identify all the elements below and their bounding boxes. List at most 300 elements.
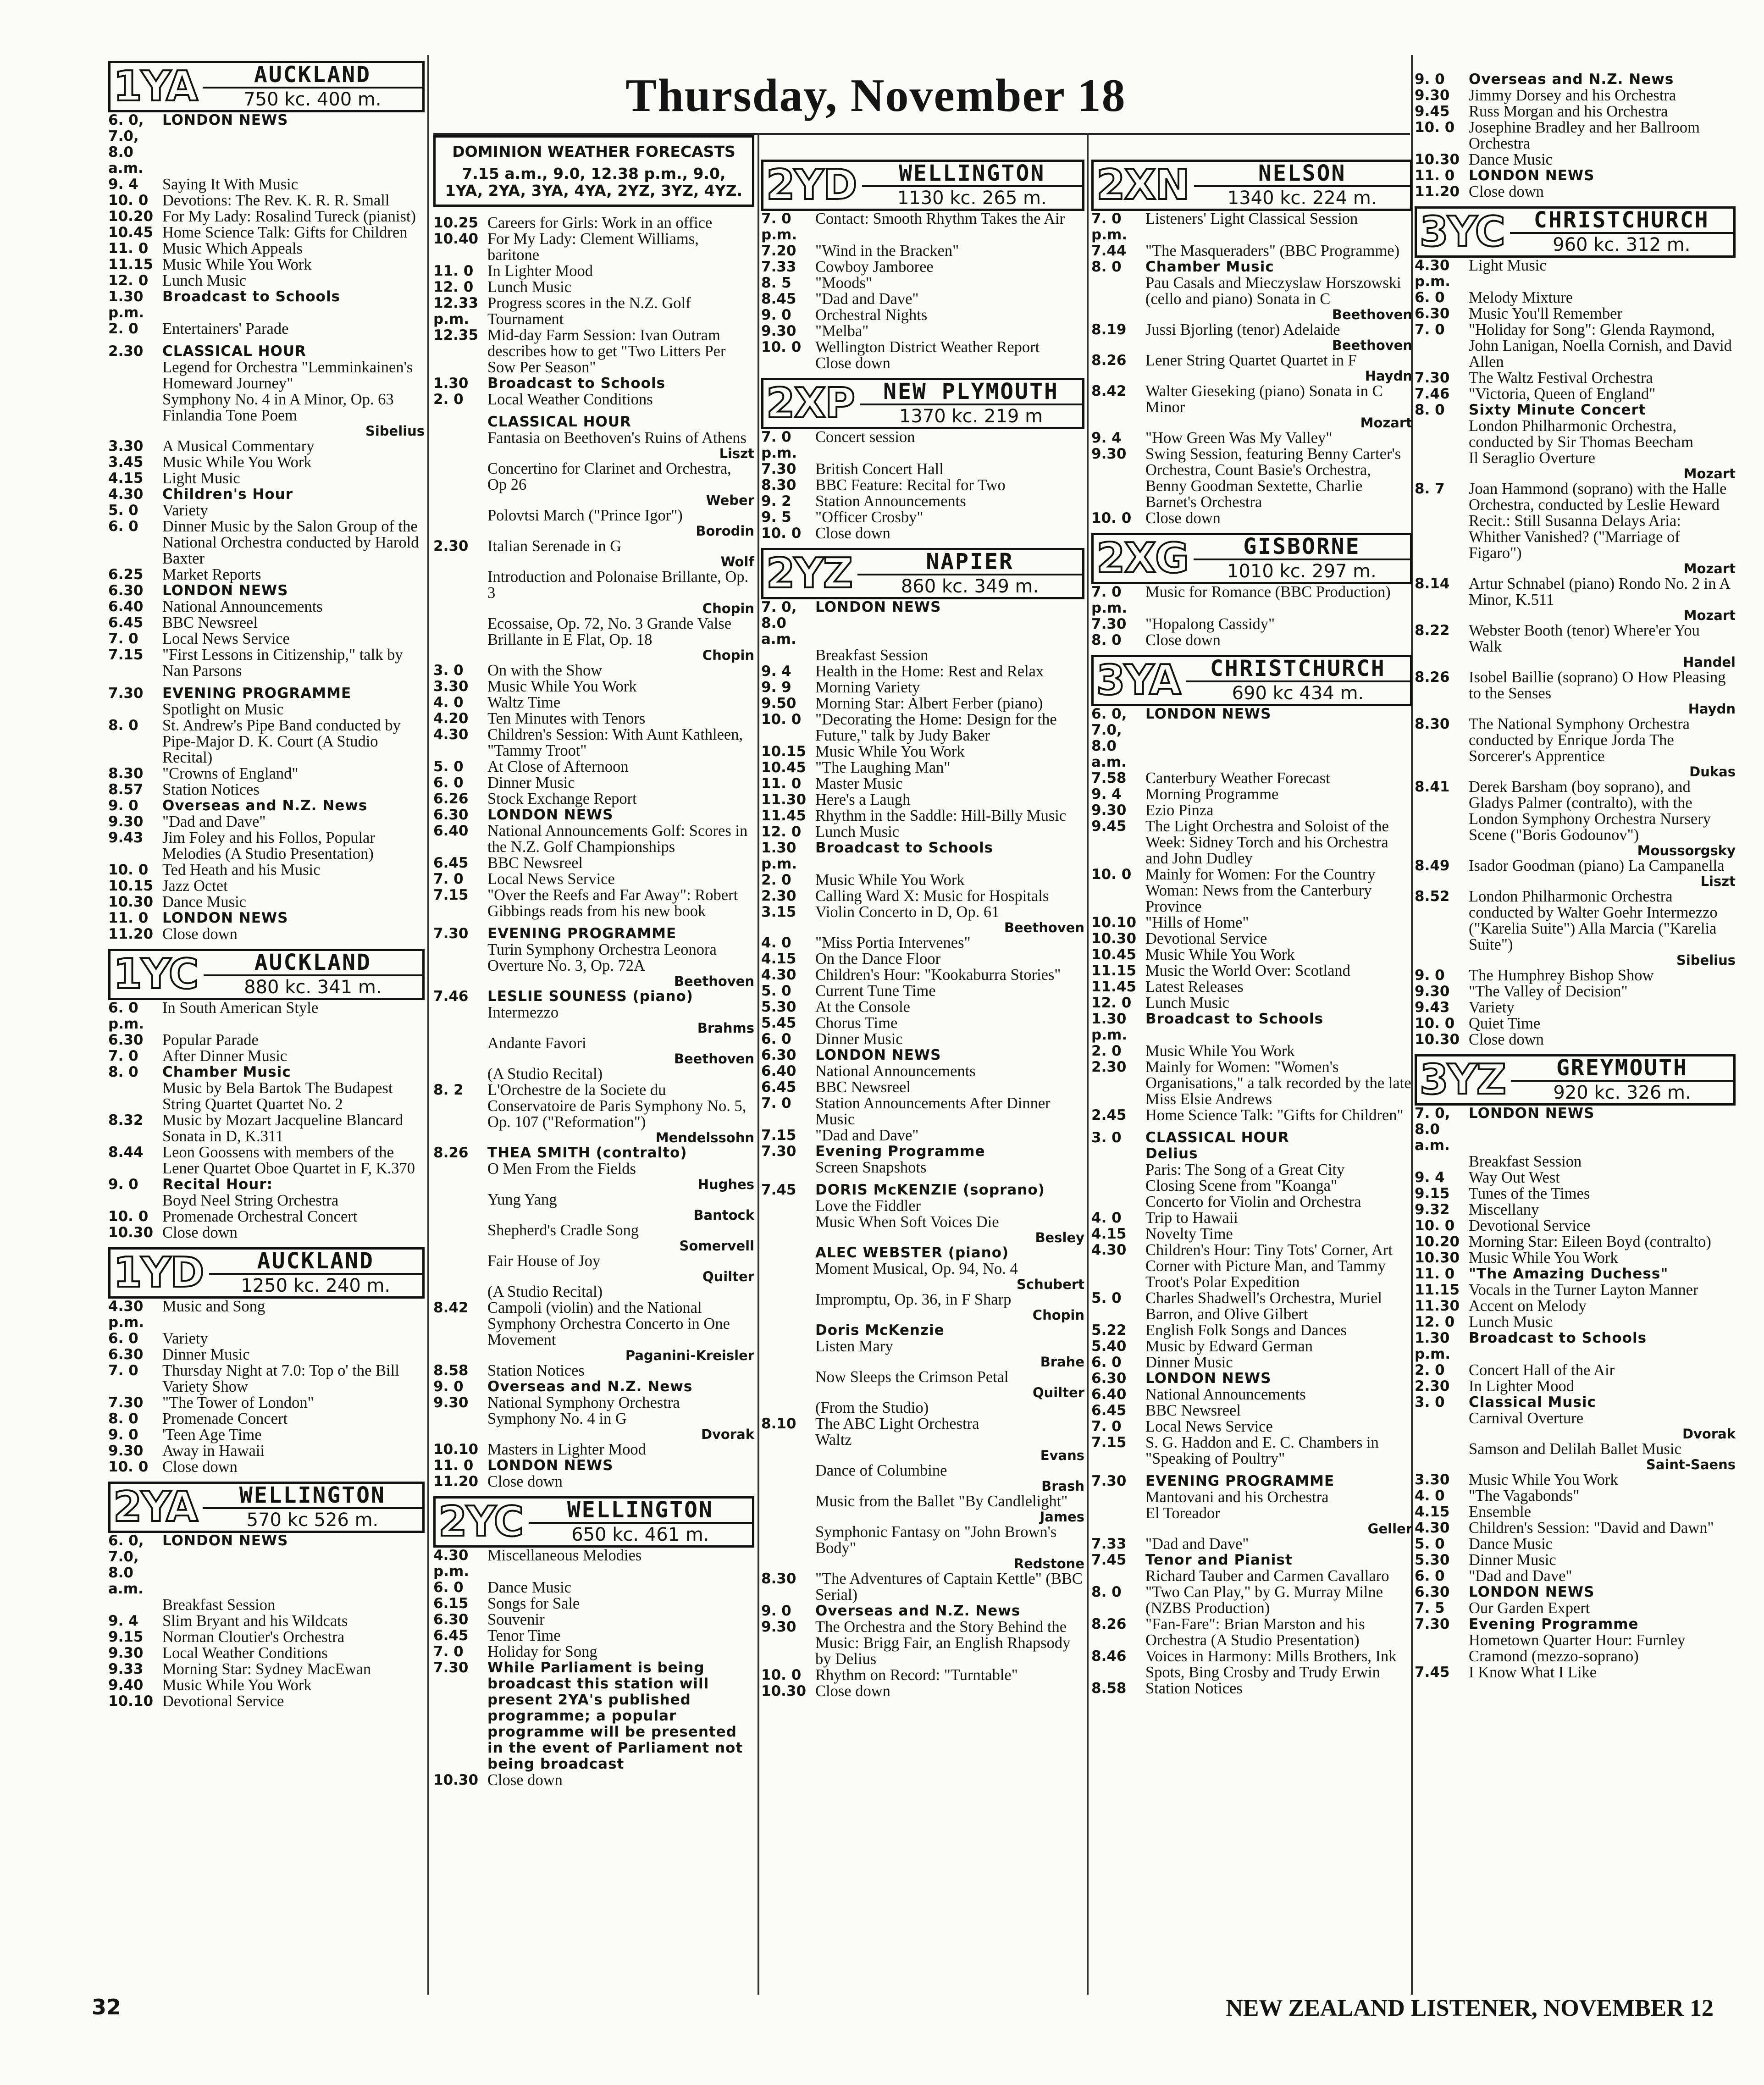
entry-time: 12. 0: [108, 272, 149, 289]
entry-text: [487, 1411, 754, 1442]
entry-text: [1469, 1472, 1736, 1488]
entry-text: [487, 1474, 754, 1490]
entry-title: BBC Feature: Recital for Two: [815, 476, 1006, 494]
entry-title: Music While You Work: [1145, 946, 1295, 963]
entry-title: Master Music: [815, 775, 903, 792]
station-callsign: 2YA: [113, 1483, 197, 1531]
station-logo: [761, 160, 1084, 211]
entry-text: [487, 1066, 754, 1082]
entry-text: [1469, 88, 1736, 104]
entry-title: "Melba": [815, 322, 869, 340]
entry-time: 8. 0: [108, 1064, 138, 1080]
entry-title: Local Weather Conditions: [162, 1644, 328, 1662]
station-block: [761, 378, 1084, 542]
programme-entry: [108, 1533, 425, 1597]
entry-text: [1469, 1568, 1736, 1584]
entry-time: 1.30 p.m.: [1415, 1330, 1451, 1362]
entry-title: Orchestral Nights: [815, 306, 928, 324]
entry-time: 7.30: [108, 1394, 144, 1411]
entry-composer: Beethoven: [674, 973, 754, 989]
entry-title: Trip to Hawaii: [1145, 1209, 1238, 1227]
entry-title: Mainly for Women: For the Country Woman: News from the Canterbury Province: [1145, 866, 1376, 915]
entry-title: ALEC WEBSTER (piano): [815, 1244, 1009, 1261]
programme-entry: [108, 503, 425, 519]
programme-entry: [1091, 706, 1412, 770]
entry-title: Hometown Quarter Hour: Furnley Cramond (mezzo-soprano): [1469, 1631, 1686, 1665]
station-meta: [859, 162, 1083, 209]
entry-time: 10.30: [1091, 930, 1137, 947]
entry-time: [761, 647, 815, 664]
entry-time: 2. 0: [761, 872, 791, 888]
entry-title: Music the World Over: Scotland: [1145, 962, 1350, 979]
entry-title: Violin Concerto in D, Op. 61: [815, 903, 1000, 921]
programme-entry: [108, 1645, 425, 1661]
entry-title: Close down: [487, 1771, 563, 1789]
entry-text: [815, 1683, 1084, 1699]
entry-time: 5.40: [1091, 1338, 1127, 1355]
entry-time: 6. 0 p.m.: [108, 1000, 144, 1032]
entry-title: National Announcements: [1145, 1386, 1306, 1403]
programme-entry: [1415, 104, 1736, 120]
entry-title: LESLIE SOUNESS (piano): [487, 988, 693, 1005]
programme-entry: [433, 279, 754, 295]
entry-title: LONDON NEWS: [1469, 1105, 1595, 1122]
entry-title: Waltz Time: [487, 694, 561, 711]
entry-time: [761, 1463, 815, 1493]
programme-entry: [1415, 370, 1736, 386]
entry-time: 4.30: [1091, 1242, 1127, 1258]
programme-entry: [1415, 481, 1736, 576]
programme-entry: [1091, 211, 1412, 243]
programme-entry: [108, 321, 425, 337]
entry-composer: Saint-Saens: [1646, 1457, 1736, 1472]
programme-entry: [433, 1363, 754, 1379]
station-meta: [1191, 162, 1410, 209]
entry-title: Intermezzo: [487, 1004, 559, 1021]
entry-time: 4.30 p.m.: [433, 1547, 470, 1580]
programme-entry: [1415, 716, 1736, 779]
entry-title: Music Which Appeals: [162, 240, 303, 257]
entry-title: Andante Favori: [487, 1034, 586, 1052]
programme-entry: [761, 712, 1084, 744]
programme-entry: [761, 599, 1084, 647]
entry-time: [433, 430, 487, 461]
entry-text: [1145, 1403, 1412, 1419]
entry-text: [815, 1160, 1084, 1176]
entry-time: 4.30: [1415, 1520, 1450, 1536]
entry-text: [1469, 120, 1736, 152]
entry-title: Current Tune Time: [815, 982, 936, 1000]
entry-time: 8.32: [108, 1112, 144, 1128]
entry-time: 4.30 p.m.: [108, 1298, 144, 1331]
programme-entry: [1091, 1322, 1412, 1338]
programme-entry: [761, 1031, 1084, 1047]
entry-title: Masters in Lighter Mood: [487, 1441, 646, 1458]
programme-entry: [433, 1192, 754, 1222]
station-block: [1091, 655, 1412, 1697]
entry-title: Devotional Service: [1469, 1217, 1591, 1234]
entry-title: Morning Star: Sydney MacEwan: [162, 1660, 371, 1678]
entry-text: [1145, 947, 1412, 963]
entry-text: [162, 583, 425, 599]
programme-entry: [761, 525, 1084, 542]
entry-text: [162, 615, 425, 631]
entry-time: [761, 1292, 815, 1322]
entry-time: 10.30: [433, 1772, 479, 1788]
entry-text: [487, 461, 754, 508]
entry-text: [487, 1644, 754, 1660]
station-frequency: 1340 kc. 224 m.: [1227, 188, 1377, 209]
station-meta: [855, 550, 1082, 597]
station-logo: [108, 61, 425, 112]
station-meta: [1191, 535, 1410, 582]
programme-entry: [761, 872, 1084, 888]
entry-time: 10. 0: [108, 1208, 149, 1225]
entry-title: O Men From the Fields: [487, 1160, 636, 1178]
entry-text: [1469, 1362, 1736, 1378]
entry-text: [1145, 1011, 1412, 1043]
programme-entry: [761, 1015, 1084, 1031]
station-meta: [200, 63, 422, 110]
entry-title: Popular Parade: [162, 1031, 259, 1049]
programme-entry: [1415, 1330, 1736, 1362]
entry-title: Music While You Work: [815, 871, 965, 889]
entry-time: 7. 0: [1415, 321, 1445, 338]
entry-composer: Mozart: [1683, 466, 1736, 481]
entry-text: [815, 840, 1084, 872]
entry-text: [1469, 716, 1736, 779]
programme-entry: [761, 509, 1084, 525]
entry-title: Holiday for Song: [487, 1643, 597, 1660]
entry-text: [1145, 1130, 1412, 1146]
entry-text: [1469, 72, 1736, 88]
entry-text: [487, 887, 754, 919]
entry-time: [433, 616, 487, 663]
programme-entry: [1091, 259, 1412, 275]
entry-text: [487, 1772, 754, 1788]
programme-entry: [108, 1048, 425, 1064]
entry-text: [162, 1645, 425, 1661]
entry-text: [1145, 1290, 1412, 1322]
entry-text: [1469, 1282, 1736, 1298]
station-callsign: 2YD: [766, 161, 857, 209]
entry-title: Music While You Work: [815, 743, 965, 760]
entry-time: 10.15: [761, 743, 807, 760]
station-callsign: 1YC: [113, 950, 198, 998]
entry-time: 7.33: [1091, 1536, 1127, 1552]
entry-title: Mantovani and his Orchestra: [1145, 1488, 1329, 1506]
entry-title: LONDON NEWS: [487, 807, 614, 823]
entry-text: [815, 808, 1084, 824]
entry-text: [162, 1112, 425, 1145]
entry-title: Closing Scene from "Koanga": [1145, 1177, 1338, 1195]
entry-text: [1145, 275, 1412, 322]
entry-text: [815, 1571, 1084, 1603]
entry-time: 7. 0 p.m.: [1091, 584, 1128, 616]
entry-composer: Schubert: [1017, 1277, 1084, 1292]
entry-title: Dance of Columbine: [815, 1462, 947, 1479]
entry-time: 4.15: [108, 470, 144, 487]
programme-entry: [433, 695, 754, 711]
entry-text: [815, 1524, 1084, 1571]
page-number: 32: [92, 1995, 122, 2019]
programme-entry: [108, 1597, 425, 1613]
entry-title: Careers for Girls: Work in an office: [487, 214, 713, 232]
entry-text: [487, 1628, 754, 1644]
entry-time: [1091, 1568, 1145, 1584]
entry-title: Dinner Music: [1469, 1551, 1556, 1569]
entry-time: 6.15: [433, 1595, 469, 1612]
entry-time: [1091, 1489, 1145, 1505]
entry-text: [1469, 576, 1736, 623]
entry-time: 9. 0: [108, 1176, 138, 1193]
programme-entry: [1091, 510, 1412, 526]
programme-entry: [108, 1209, 425, 1225]
entry-time: [433, 1035, 487, 1066]
entry-time: 8. 0: [108, 717, 138, 734]
entry-text: [1469, 1186, 1736, 1202]
entry-time: 8.19: [1091, 321, 1127, 338]
entry-title: Promenade Concert: [162, 1410, 288, 1427]
entry-text: [162, 1331, 425, 1347]
entry-title: Swing Session, featuring Benny Carter's Orchestra, Count Basie's Orchestra, Benny Goodman Sextette, Charlie Barnet's Orchestra: [1145, 445, 1401, 511]
entry-time: 8.30: [761, 1571, 796, 1587]
entry-time: 6. 0, 7.0, 8.0 a.m.: [108, 112, 144, 177]
entry-text: [815, 323, 1084, 339]
entry-text: [1469, 1488, 1736, 1504]
programme-entry: [761, 1667, 1084, 1683]
programme-entry: [1091, 1130, 1412, 1146]
entry-composer: Quilter: [702, 1269, 754, 1284]
entry-text: [1469, 1410, 1736, 1441]
programme-entry: [761, 1128, 1084, 1144]
entry-text: [1145, 322, 1412, 353]
entry-text: [162, 926, 425, 942]
entry-title: Lunch Music: [487, 278, 572, 296]
entry-time: [433, 414, 487, 430]
entry-time: 8.26: [1415, 669, 1450, 686]
programme-entry: [1091, 802, 1412, 819]
entry-title: "The Valley of Decision": [1469, 983, 1628, 1000]
programme-entry: [108, 567, 425, 583]
entry-time: 11. 0: [1415, 167, 1455, 184]
entry-text: [162, 1048, 425, 1064]
station-city: GREYMOUTH: [1511, 1056, 1733, 1082]
entry-time: 7.30: [108, 685, 144, 702]
entry-time: 10.45: [108, 224, 154, 241]
programme-entry: [433, 1082, 754, 1145]
entry-title: Jimmy Dorsey and his Orchestra: [1469, 87, 1676, 104]
entry-text: [162, 718, 425, 766]
entry-composer: Haydn: [1365, 368, 1412, 384]
entry-time: 10. 0: [761, 711, 802, 728]
entry-title: Symphony No. 4 in G: [487, 1410, 627, 1427]
entry-text: [1145, 931, 1412, 947]
entry-time: 9. 0: [108, 1427, 138, 1443]
entry-text: [1469, 1330, 1736, 1362]
station-logo: [1415, 1054, 1736, 1106]
entry-text: [162, 798, 425, 814]
entry-text: [1469, 1632, 1736, 1665]
entry-time: 8. 0: [1091, 632, 1122, 648]
entry-title: Introduction and Polonaise Brillante, Op. 3: [487, 568, 749, 602]
entry-text: [487, 392, 754, 408]
programme-entry: [1091, 1616, 1412, 1648]
entry-title: Love the Fiddler: [815, 1197, 921, 1215]
programme-entry: [1091, 1194, 1412, 1210]
entry-time: 9. 0: [1415, 967, 1445, 984]
entry-title: Morning Programme: [1145, 785, 1279, 803]
entry-text: [1469, 1441, 1736, 1472]
entry-title: Music While You Work: [162, 1676, 312, 1694]
entry-title: Close down: [815, 525, 890, 542]
entry-time: 6. 0: [108, 518, 138, 535]
station-block: [761, 548, 1084, 1699]
entry-time: 10.20: [108, 208, 154, 225]
programme-entry: [761, 1463, 1084, 1493]
programme-entry: [433, 538, 754, 569]
programme-entry: [1415, 779, 1736, 858]
entry-time: 2.30: [1091, 1059, 1127, 1075]
programme-entry: [1091, 383, 1412, 430]
entry-time: 5.30: [1415, 1552, 1450, 1568]
column-2: [433, 135, 754, 1795]
programme-entry: [108, 599, 425, 615]
programme-entry: [108, 702, 425, 718]
entry-time: 9.30: [1091, 446, 1127, 462]
entry-text: [1469, 1202, 1736, 1218]
entry-time: 2. 0: [108, 321, 138, 337]
entry-text: [1145, 1226, 1412, 1242]
programme-entry: [761, 211, 1084, 243]
entry-text: [815, 1463, 1084, 1493]
entry-time: 6. 0: [761, 1031, 791, 1047]
entry-text: [1469, 1600, 1736, 1616]
programme-entry: [433, 1253, 754, 1284]
entry-text: [487, 663, 754, 679]
weather-heading: DOMINION WEATHER FORECASTS: [452, 143, 735, 160]
station-meta: [1183, 657, 1410, 704]
entry-time: [761, 1261, 815, 1292]
programme-entry: [761, 680, 1084, 696]
programme-entry: [761, 1198, 1084, 1214]
entry-time: 7.30: [761, 461, 796, 477]
programme-entry: [761, 477, 1084, 493]
entry-time: 6. 0, 7.0, 8.0 a.m.: [1091, 706, 1127, 770]
entry-text: [1145, 1489, 1412, 1505]
entry-time: 9.30: [1091, 802, 1127, 819]
entry-text: [1469, 968, 1736, 984]
programme-entry: [1415, 1298, 1736, 1314]
entry-title: "Fan-Fare": Brian Marston and his Orchestra (A Studio Presentation): [1145, 1615, 1365, 1649]
entry-time: 12.33 p.m.: [433, 295, 479, 327]
entry-text: [487, 1161, 754, 1192]
entry-title: On with the Show: [487, 662, 603, 679]
programme-entry: [761, 339, 1084, 355]
entry-time: 11.30: [1415, 1298, 1460, 1314]
entry-title: Away in Hawaii: [162, 1442, 265, 1460]
entry-title: Music You'll Remember: [1469, 305, 1622, 322]
entry-title: Music and Song: [162, 1298, 265, 1315]
entry-time: [761, 1160, 815, 1176]
entry-time: 11.20: [108, 926, 154, 942]
programme-entry: [108, 1064, 425, 1080]
entry-time: 4.20: [433, 710, 469, 727]
station-frequency: 650 kc. 461 m.: [571, 1524, 709, 1545]
entry-title: Children's Hour: [162, 486, 293, 503]
entry-title: "Dad and Dave": [1145, 1535, 1249, 1553]
entry-title: Music While You Work: [162, 454, 312, 471]
entry-title: Music from the Ballet "By Candlelight": [815, 1493, 1068, 1510]
entry-title: Voices in Harmony: Mills Brothers, Ink Spots, Bing Crosby and Trudy Erwin: [1145, 1648, 1397, 1681]
programme-entry: [433, 926, 754, 942]
entry-title: LONDON NEWS: [162, 1532, 288, 1549]
entry-title: "First Lessons in Citizenship," talk by Nan Parsons: [162, 646, 403, 680]
station-city: AUCKLAND: [203, 63, 422, 88]
entry-time: 9. 4: [761, 663, 791, 680]
station-callsign: 2XN: [1096, 161, 1189, 209]
programme-entry: [1415, 1234, 1736, 1250]
entry-title: Close down: [1145, 631, 1221, 649]
entry-text: [1469, 1250, 1736, 1266]
programme-entry: [1091, 1355, 1412, 1371]
entry-title: Slim Bryant and his Wildcats: [162, 1612, 348, 1630]
entry-title: LONDON NEWS: [487, 1457, 614, 1474]
entry-time: 9. 0: [761, 307, 791, 323]
entry-time: 2.30: [433, 538, 469, 554]
entry-title: Broadcast to Schools: [815, 840, 994, 856]
entry-title: For My Lady: Rosalind Tureck (pianist): [162, 208, 416, 225]
entry-time: 8. 7: [1415, 481, 1445, 497]
entry-time: 3. 0: [433, 662, 464, 679]
entry-title: Broadcast to Schools: [1469, 1330, 1647, 1346]
entry-time: 9.30: [761, 323, 796, 339]
entry-time: 4. 0: [761, 935, 791, 951]
entry-title: Breakfast Session: [162, 1596, 276, 1614]
entry-title: "Over the Reefs and Far Away": Robert Gibbings reads from his new book: [487, 886, 738, 920]
programme-entry: [761, 1683, 1084, 1699]
entry-text: [1145, 1322, 1412, 1338]
entry-title: Lener String Quartet Quartet in F: [1145, 352, 1357, 369]
entry-time: 6.30: [1091, 1370, 1127, 1387]
entry-text: [487, 327, 754, 376]
programme-entry: [1415, 1520, 1736, 1536]
entry-time: [1415, 1410, 1469, 1441]
column-divider: [1087, 133, 1089, 1995]
entry-time: 10. 0: [108, 1459, 149, 1475]
entry-time: 7. 5: [1415, 1600, 1445, 1616]
entry-time: 7. 0: [108, 1048, 138, 1064]
entry-time: 6.30: [108, 1032, 144, 1048]
entry-title: Station Notices: [162, 781, 260, 798]
programme-entry: [1415, 1584, 1736, 1600]
entry-text: [162, 343, 425, 359]
entry-composer: Mozart: [1683, 608, 1736, 623]
entry-title: Home Science Talk: "Gifts for Children": [1145, 1106, 1404, 1124]
entry-time: 8.49: [1415, 857, 1450, 874]
entry-text: [162, 1193, 425, 1209]
programme-entry: [108, 1363, 425, 1395]
programme-entry: [1091, 770, 1412, 786]
entry-title: The ABC Light Orchestra: [815, 1415, 979, 1432]
entry-time: 7.15: [433, 887, 469, 903]
programme-entry: [1415, 1154, 1736, 1170]
programme-entry: [761, 999, 1084, 1015]
programme-entry: [433, 1300, 754, 1363]
programme-entry: [1091, 1473, 1412, 1489]
entry-time: [108, 392, 162, 408]
entry-title: Lunch Music: [1145, 994, 1230, 1012]
